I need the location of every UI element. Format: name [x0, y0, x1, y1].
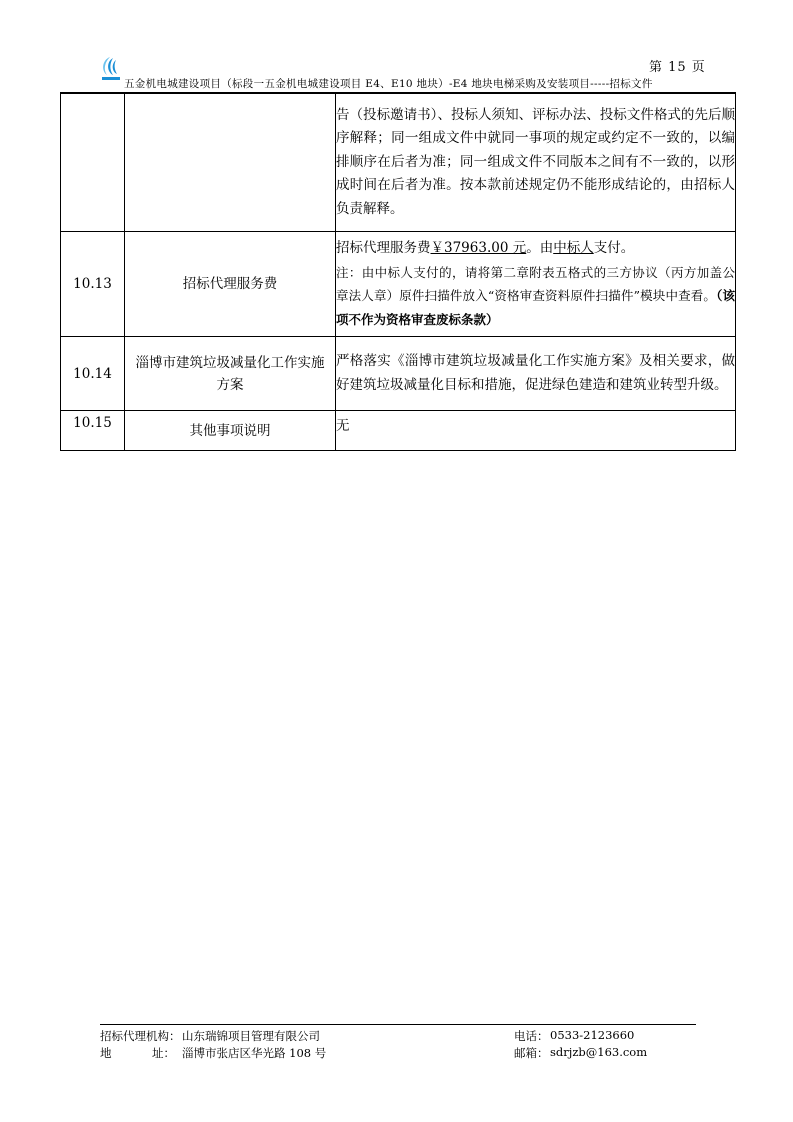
- email-label: 邮箱：: [514, 1046, 549, 1060]
- row-item: 淄博市建筑垃圾减量化工作实施 方案: [125, 337, 336, 411]
- tender-data-table: [60, 93, 736, 451]
- phone-value: 0533-2123660: [550, 1028, 635, 1042]
- address-label-1: 地: [100, 1046, 112, 1060]
- row-item: 招标代理服务费: [125, 232, 336, 337]
- agency-fee-amount: ￥37963.00 元: [430, 240, 527, 256]
- agency-label: 招标代理机构：: [100, 1029, 181, 1043]
- table-row-continued: [61, 94, 736, 232]
- agency-fee-line: 招标代理服务费￥37963.00 元。由中标人支付。: [336, 240, 635, 256]
- row-content: 无: [336, 411, 736, 451]
- row-item: 其他事项说明: [125, 411, 336, 451]
- table-row-10-15: [61, 411, 736, 451]
- row-item: [125, 94, 336, 232]
- row-content: 严格落实《淄博市建筑垃圾减量化工作实施方案》及相关要求，做好建筑垃圾减量化目标和措施，促进绿色建造和建筑业转型升级。: [336, 337, 736, 411]
- agency-value: 山东瑞锦项目管理有限公司: [182, 1029, 320, 1043]
- table-row-10-13: [61, 232, 736, 337]
- row-number: 10.15: [61, 411, 125, 451]
- document-title: 五金机电城建设项目（标段一五金机电城建设项目 E4、E10 地块）-E4 地块电梯采购及安装项目-----招标文件: [124, 78, 653, 90]
- note-bold-clause: （该项不作为资格审查废标条款）: [336, 288, 735, 327]
- address-value: 淄博市张店区华光路 108 号: [182, 1046, 327, 1060]
- footer-row-address: [100, 1045, 696, 1061]
- phone-label: 电话：: [514, 1029, 549, 1043]
- row-number: [61, 94, 125, 232]
- table-row-10-14: [61, 337, 736, 411]
- address-label-2: 址：: [152, 1046, 175, 1060]
- row-content: [336, 94, 736, 232]
- email-value: sdrjzb@163.com: [550, 1045, 648, 1059]
- row-number: 10.13: [61, 232, 125, 337]
- row-content: [336, 232, 736, 337]
- page-number: 第 15 页: [649, 60, 706, 75]
- company-logo-icon: [98, 54, 124, 82]
- footer-row-agency: [100, 1028, 696, 1044]
- footer-divider: [100, 1024, 696, 1025]
- fee-payer: 中标人: [553, 240, 594, 256]
- row-number: 10.14: [61, 337, 125, 411]
- agency-fee-note: 注：由中标人支付的，请将第二章附表五格式的三方协议（丙方加盖公章法人章）原件扫描件放入“资格审查资料原件扫描件”模块中查看。（该项不作为资格审查废标条款）: [336, 264, 735, 327]
- page-header: [60, 50, 736, 94]
- interpretation-order-text: 告（投标邀请书）、投标人须知、评标办法、投标文件格式的先后顺序解释；同一组成文件中就同一事项的规定或约定不一致的，以编排顺序在后者为准；同一组成文件不同版本之间有不一致的，以形成时间在后者为准。按本款前述规定仍不能形成结论的，由招标人负责解释。: [336, 106, 735, 217]
